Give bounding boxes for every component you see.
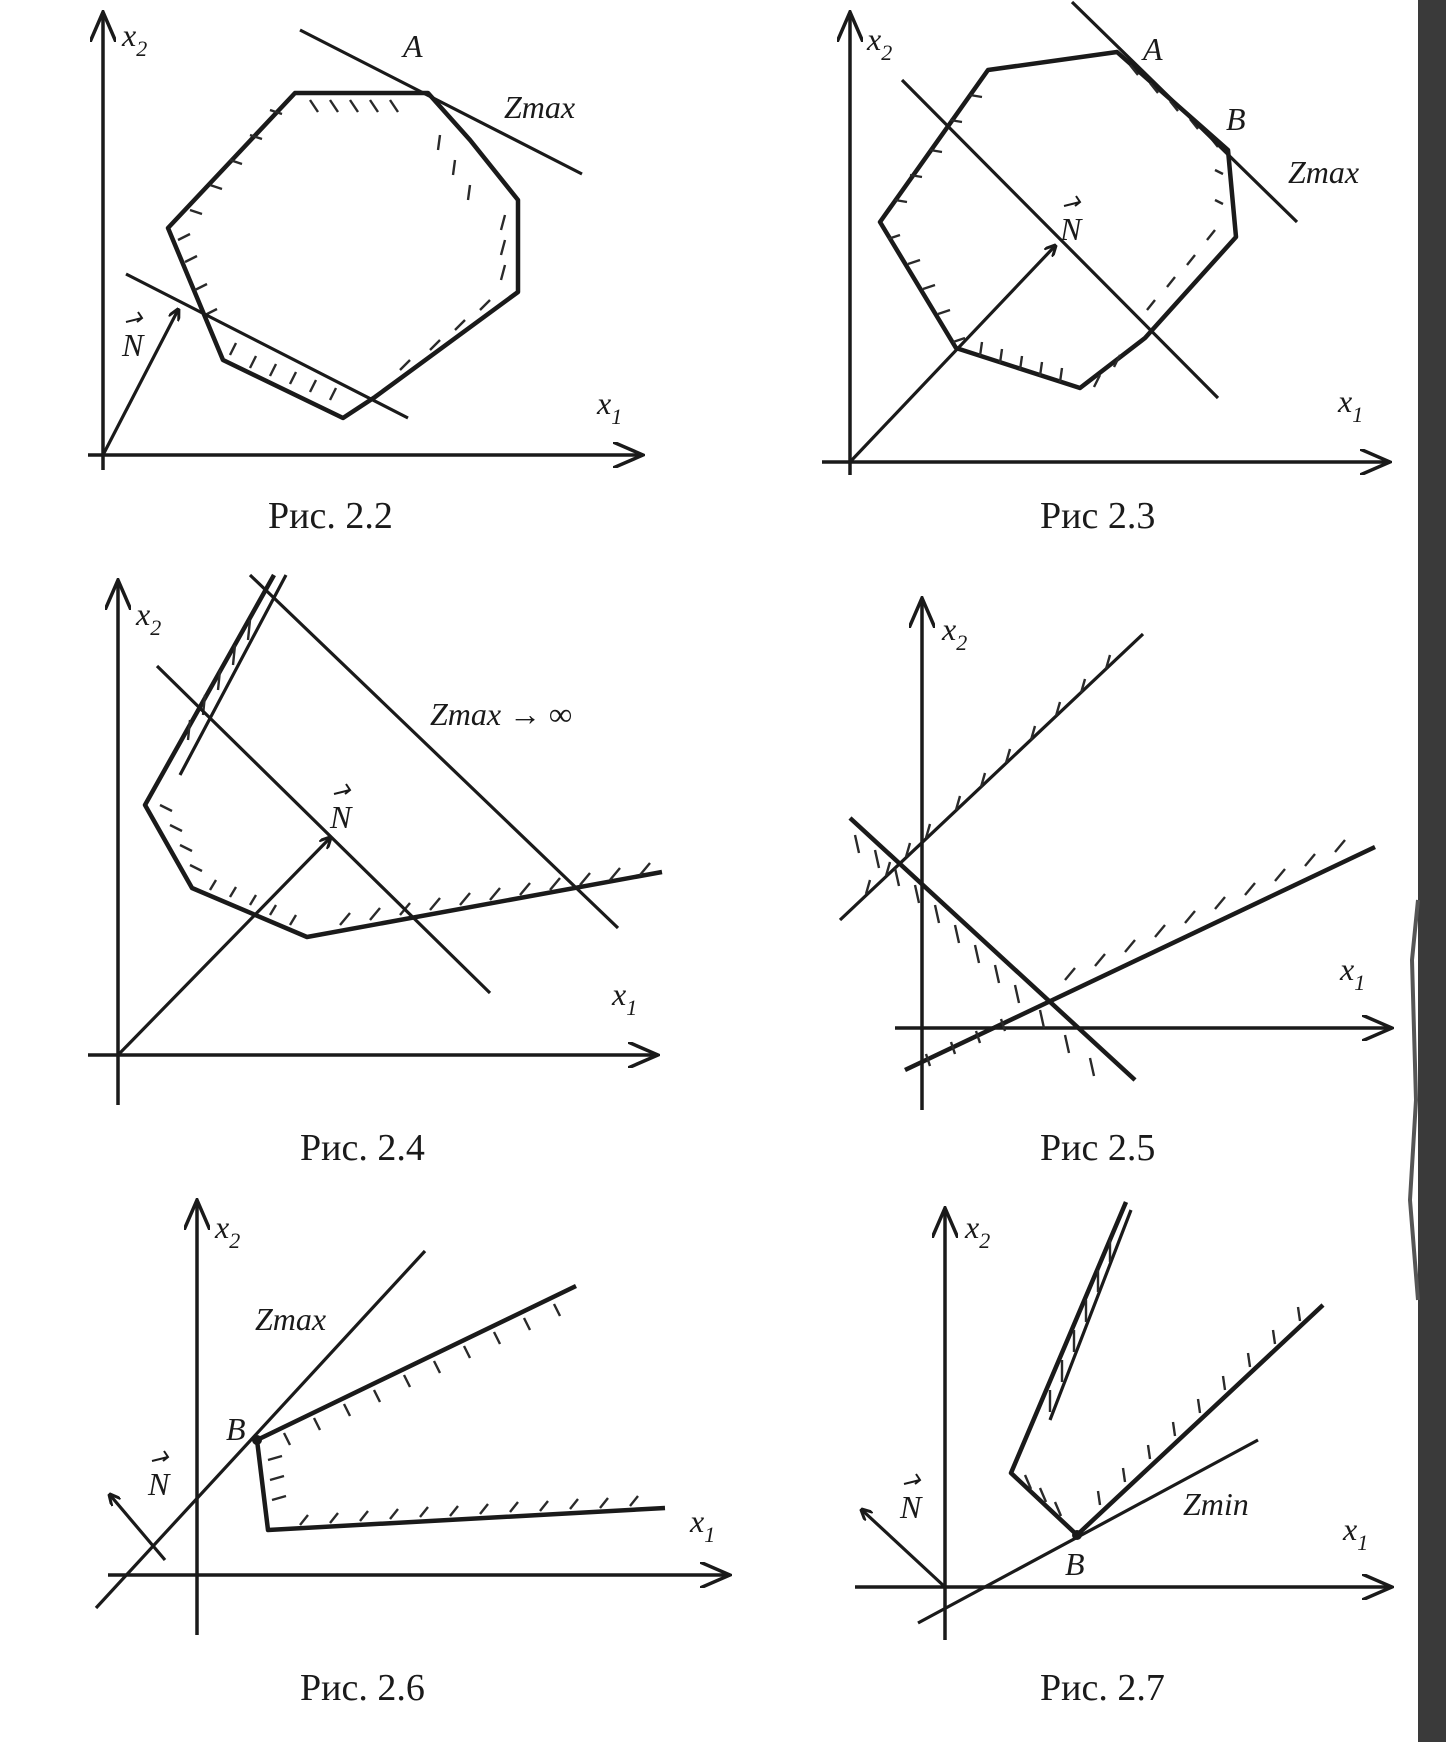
fig2-7-edge-line xyxy=(1050,1210,1131,1420)
fig2-6-y-axis-label: $x_2$ xyxy=(215,1209,241,1253)
fig2-7-zmin-label: Zmin xyxy=(1183,1486,1249,1522)
fig2-4-caption: Рис. 2.4 xyxy=(300,1127,425,1169)
fig2-3-zmax-label: Zmax xyxy=(1288,154,1360,190)
fig2-7-x-axis-label: $x_1$ xyxy=(1343,1511,1369,1555)
fig2-3-feasible-polygon xyxy=(880,52,1236,388)
fig2-7-vector-label: N xyxy=(900,1489,922,1525)
fig2-4-zmax-line xyxy=(250,575,618,928)
fig2-2-x-axis-label: $x_1$ xyxy=(597,385,623,429)
fig2-7-caption: Рис. 2.7 xyxy=(1040,1667,1165,1709)
fig2-6-point-b: B xyxy=(226,1411,246,1447)
fig2-7-zmin-line xyxy=(918,1440,1258,1623)
fig2-3-vector-n xyxy=(850,246,1055,462)
fig2-3-point-b: B xyxy=(1226,101,1246,137)
fig2-3-hatching xyxy=(888,65,1223,387)
fig2-4-vector-label: N xyxy=(330,799,352,835)
fig2-3-x-axis-label: $x_1$ xyxy=(1338,383,1364,427)
fig2-4-x-axis-label: $x_1$ xyxy=(612,976,638,1020)
fig2-3-point-a: A xyxy=(1143,31,1163,67)
fig2-2-vector-arrow-icon xyxy=(126,312,142,322)
fig2-4-edge-line xyxy=(180,575,286,775)
fig2-7-feasible-boundary xyxy=(1011,1202,1323,1535)
fig2-2-vector-label: N xyxy=(122,327,144,363)
fig2-4-hatching xyxy=(160,620,650,925)
fig2-6-x-axis-label: $x_1$ xyxy=(690,1503,716,1547)
fig2-2-hatching xyxy=(178,100,505,400)
fig2-7-vector-arrow-icon xyxy=(904,1474,920,1484)
fig2-5-descending-constraint xyxy=(850,818,1135,1080)
fig2-5-upper-constraint xyxy=(840,634,1143,920)
figure-2-2 xyxy=(88,12,643,537)
fig2-2-level-line xyxy=(126,274,408,418)
fig2-5-lower-constraint xyxy=(905,847,1375,1070)
fig2-2-point-a: A xyxy=(403,28,423,64)
page-edge-shadow xyxy=(1418,0,1446,1742)
fig2-6-vector-n xyxy=(110,1495,165,1560)
page-edge-noise xyxy=(1410,900,1418,1300)
fig2-3-y-axis-label: $x_2$ xyxy=(867,21,893,65)
fig2-4-zmax-label: Zmax → ∞ xyxy=(430,696,572,732)
fig2-2-feasible-polygon xyxy=(168,93,518,418)
fig2-6-point-b-marker xyxy=(252,1435,262,1445)
fig2-6-vector-arrow-icon xyxy=(152,1451,168,1461)
fig2-3-vector-arrow-icon xyxy=(1064,196,1080,206)
fig2-6-hatching xyxy=(268,1304,638,1525)
fig2-7-point-b-marker xyxy=(1072,1530,1082,1540)
fig2-6-zmax-label: Zmax xyxy=(255,1301,327,1337)
fig2-5-x-axis-label: $x_1$ xyxy=(1340,951,1366,995)
figure-2-3 xyxy=(822,2,1390,537)
fig2-4-y-axis-label: $x_2$ xyxy=(136,596,162,640)
fig2-5-caption: Рис 2.5 xyxy=(1040,1127,1156,1169)
fig2-6-caption: Рис. 2.6 xyxy=(300,1667,425,1709)
fig2-3-vector-label: N xyxy=(1060,211,1082,247)
fig2-2-y-axis-label: $x_2$ xyxy=(122,17,148,61)
figure-2-5 xyxy=(840,598,1392,1169)
fig2-7-y-axis-label: $x_2$ xyxy=(965,1209,991,1253)
fig2-5-hatching-upper xyxy=(866,655,1110,894)
figure-2-6 xyxy=(96,1200,730,1709)
fig2-5-y-axis-label: $x_2$ xyxy=(942,611,968,655)
fig2-3-caption: Рис 2.3 xyxy=(1040,495,1156,537)
fig2-2-caption: Рис. 2.2 xyxy=(268,495,393,537)
fig2-3-zmax-line xyxy=(1072,2,1297,222)
fig2-7-point-b: B xyxy=(1065,1546,1085,1582)
fig2-4-feasible-boundary xyxy=(145,575,662,937)
fig2-6-vector-label: N xyxy=(148,1466,170,1502)
figure-2-7 xyxy=(855,1202,1392,1709)
fig2-2-zmax-label: Zmax xyxy=(504,89,576,125)
fig2-4-vector-arrow-icon xyxy=(334,784,350,794)
figure-2-4 xyxy=(88,575,662,1169)
fig2-4-vector-n xyxy=(118,838,330,1055)
